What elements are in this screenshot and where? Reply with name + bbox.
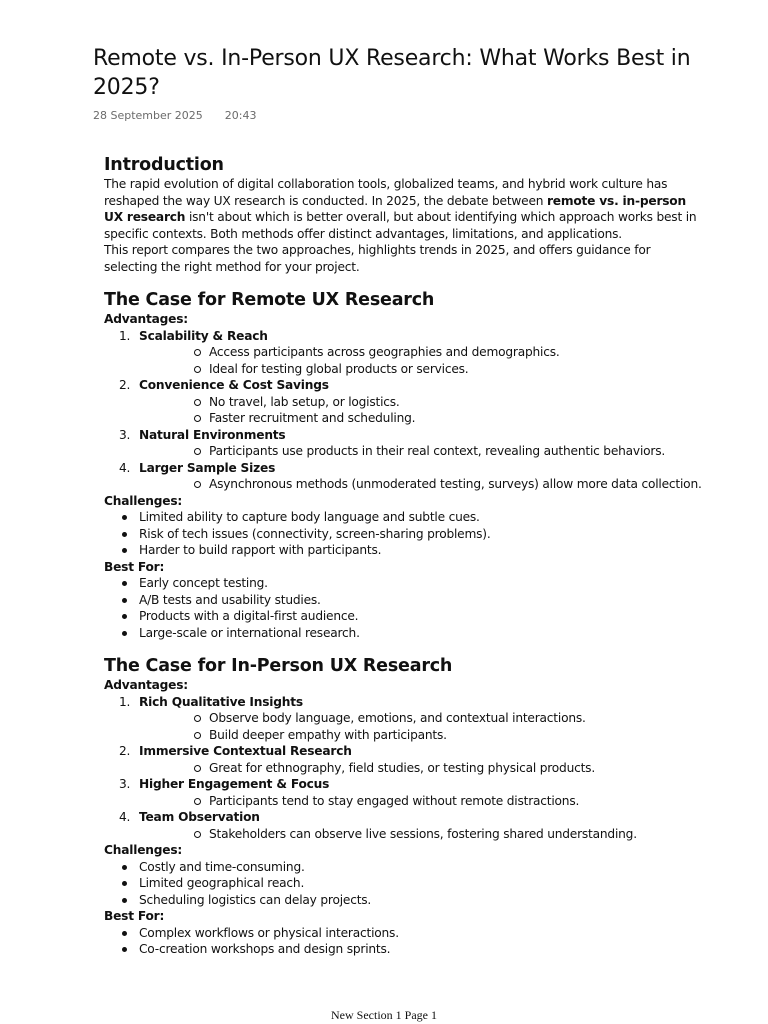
page-date: 28 September 2025 — [93, 109, 203, 122]
best-for-list — [104, 925, 704, 958]
page-time: 20:43 — [224, 109, 257, 122]
advantage-points — [139, 793, 704, 810]
advantage-point: Participants use products in their real context, revealing authentic behaviors. — [139, 443, 704, 460]
advantages-label: Advantages: — [104, 312, 188, 326]
intro-text-b: isn't about which is better overall, but about identifying which approach works best in specific contexts. Both methods offer distinct advantages, limitations, and applications. — [104, 210, 697, 241]
best-for-label: Best For: — [104, 559, 165, 574]
challenges-list — [104, 509, 704, 559]
advantage-point: No travel, lab setup, or logistics. — [139, 394, 704, 411]
inperson-heading: The Case for In-Person UX Research — [104, 656, 453, 676]
item-number: 2. — [119, 744, 131, 758]
advantage-point: Faster recruitment and scheduling. — [139, 410, 704, 427]
item-number: 3. — [119, 777, 131, 791]
advantage-point: Access participants across geographies and demographics. — [139, 344, 704, 361]
advantage-title: Immersive Contextual Research — [139, 744, 352, 758]
advantage-point: Ideal for testing global products or services. — [139, 361, 704, 378]
advantage-item — [104, 743, 704, 776]
best-for-item: Large-scale or international research. — [104, 625, 704, 642]
intro-paragraph-1 — [104, 176, 704, 242]
advantage-item — [104, 427, 704, 460]
item-number: 1. — [119, 694, 131, 709]
best-for-label: Best For: — [104, 909, 165, 923]
advantage-points — [139, 710, 704, 743]
advantage-title: Rich Qualitative Insights — [139, 694, 303, 709]
challenge-item: Risk of tech issues (connectivity, screen-sharing problems). — [104, 526, 704, 543]
advantage-title: Convenience & Cost Savings — [139, 378, 329, 392]
advantage-item — [104, 460, 704, 493]
advantage-title: Team Observation — [139, 810, 260, 824]
advantage-point: Asynchronous methods (unmoderated testing, surveys) allow more data collection. — [139, 476, 704, 493]
advantage-title: Higher Engagement & Focus — [139, 777, 330, 791]
advantage-points — [139, 826, 704, 843]
advantages-list — [104, 694, 704, 843]
intro-text-bold: remote vs. in-person UX research — [104, 193, 686, 224]
advantage-point: Great for ethnography, field studies, or testing physical products. — [139, 760, 704, 777]
advantage-item — [104, 809, 704, 842]
challenges-label: Challenges: — [104, 843, 183, 857]
inperson-section — [104, 655, 704, 958]
challenges-label: Challenges: — [104, 493, 183, 508]
item-number: 3. — [119, 427, 131, 442]
advantage-points — [139, 760, 704, 777]
advantage-item — [104, 328, 704, 378]
advantage-item — [104, 377, 704, 427]
item-number: 4. — [119, 460, 131, 475]
advantage-points — [139, 443, 704, 460]
intro-paragraph-2: This report compares the two approaches, highlights trends in 2025, and offers guidance for selecting the right method for your project. — [104, 243, 651, 274]
advantage-point: Participants tend to stay engaged without remote distractions. — [139, 793, 704, 810]
best-for-item: Co-creation workshops and design sprints. — [104, 941, 704, 958]
advantage-title: Scalability & Reach — [139, 328, 268, 343]
page-meta — [93, 109, 257, 122]
advantage-title: Natural Environments — [139, 427, 286, 442]
remote-heading: The Case for Remote UX Research — [104, 290, 435, 310]
advantage-item — [104, 694, 704, 744]
page-content — [104, 154, 704, 972]
best-for-list — [104, 575, 704, 641]
advantage-points — [139, 344, 704, 377]
advantage-item — [104, 776, 704, 809]
best-for-item: Complex workflows or physical interactions. — [104, 925, 704, 942]
best-for-item: Products with a digital-first audience. — [104, 608, 704, 625]
advantage-title: Larger Sample Sizes — [139, 460, 276, 475]
challenge-item: Limited geographical reach. — [104, 875, 704, 892]
advantage-points — [139, 476, 704, 493]
challenge-item: Scheduling logistics can delay projects. — [104, 892, 704, 909]
intro-heading: Introduction — [104, 155, 224, 175]
page-footer: New Section 1 Page 1 — [331, 1008, 437, 1022]
advantages-list — [104, 328, 704, 493]
intro-section — [104, 154, 704, 275]
best-for-item: Early concept testing. — [104, 575, 704, 592]
intro-text-a: The rapid evolution of digital collaboration tools, globalized teams, and hybrid work culture has reshaped the way UX research is conducted. In 2025, the debate between — [104, 177, 668, 208]
advantage-point: Observe body language, emotions, and contextual interactions. — [139, 710, 704, 727]
advantage-point: Build deeper empathy with participants. — [139, 727, 704, 744]
advantage-point: Stakeholders can observe live sessions, fostering shared understanding. — [139, 826, 704, 843]
page-title: Remote vs. In-Person UX Research: What Works Best in 2025? — [93, 46, 691, 100]
challenge-item: Limited ability to capture body language and subtle cues. — [104, 509, 704, 526]
remote-section — [104, 289, 704, 641]
challenges-list — [104, 859, 704, 909]
advantage-points — [139, 394, 704, 427]
best-for-item: A/B tests and usability studies. — [104, 592, 704, 609]
item-number: 2. — [119, 378, 131, 392]
challenge-item: Harder to build rapport with participants. — [104, 542, 704, 559]
item-number: 1. — [119, 328, 131, 343]
advantages-label: Advantages: — [104, 678, 188, 692]
item-number: 4. — [119, 810, 131, 824]
challenge-item: Costly and time-consuming. — [104, 859, 704, 876]
